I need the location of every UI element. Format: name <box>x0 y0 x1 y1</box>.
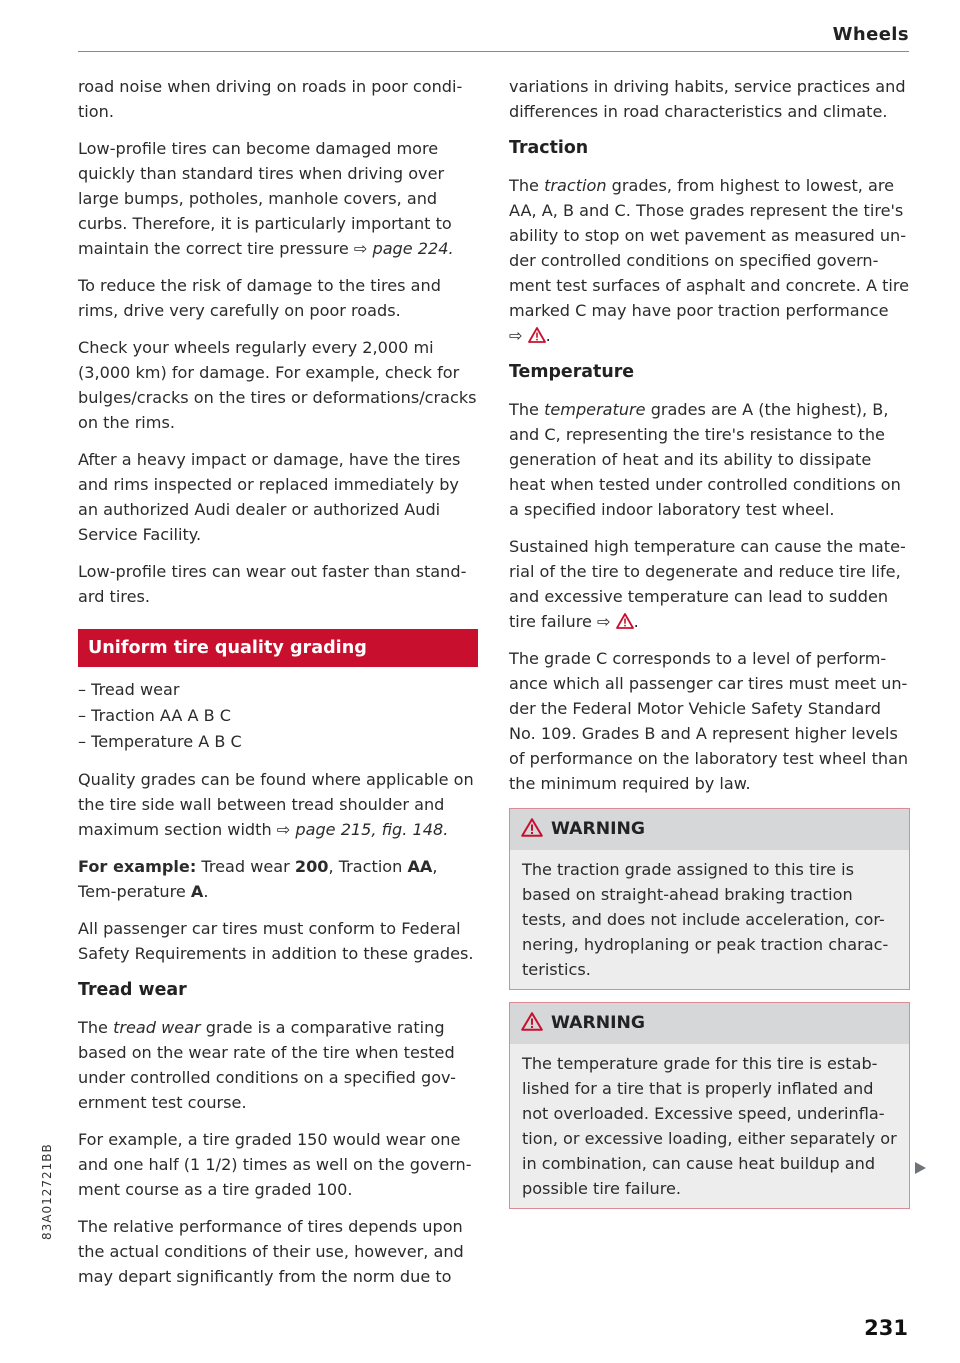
paragraph-federal-requirements: All passenger car tires must conform to Federal Safety Requirements in addition to these grades. <box>78 919 474 963</box>
example-value: 200 <box>294 857 329 876</box>
warning-ref-link[interactable] <box>509 326 546 345</box>
example-value: A <box>190 882 204 901</box>
paragraph-grade-c: The grade C corresponds to a level of perform-ance which all passenger car tires must meet un-der the Federal Motor Vehicle Safety Standard No. 109. Grades B and A represent higher levels of performance on the laboratory test wheel than the minimum required by law. <box>509 649 909 793</box>
page-number: 231 <box>864 1316 908 1340</box>
page-224-link[interactable]: ⇨ page 224. <box>353 239 454 258</box>
example-label: For example: <box>78 857 197 876</box>
paragraph-text: Quality grades can be found where applicable on the tire side wall between tread shoulder and maximum section width <box>78 770 474 839</box>
ref-arrow: ⇨ <box>509 326 523 345</box>
heading-traction: Traction <box>509 138 589 158</box>
warning-triangle-icon <box>528 327 546 343</box>
paragraph-text: Low-profile tires can become damaged more quickly than standard tires when driving over large bumps, potholes, manhole covers, and curbs. Therefore, it is particularly important to maintain the correct tire pressure <box>78 139 452 258</box>
header-divider <box>78 51 909 52</box>
paragraph-road-noise: road noise when driving on roads in poor condi-tion. <box>78 77 463 121</box>
warning-box-temperature <box>509 1002 910 1209</box>
paragraph-relative-performance: The relative performance of tires depends upon the actual conditions of their use, however, and may depart significantly from the norm due to <box>78 1217 464 1286</box>
warning-triangle-icon <box>521 818 543 837</box>
warning-box-traction <box>509 808 910 990</box>
term-emphasis: tread wear <box>113 1018 201 1037</box>
paragraph-text: Sustained high temperature can cause the mate-rial of the tire to degenerate and reduce tire life, and excessive temperature can lead to sudden tire failure <box>509 537 906 631</box>
paragraph-tread-wear-rating <box>78 1015 478 1115</box>
list-item: – Tread wear <box>78 677 478 703</box>
example-text: Tread wear <box>196 857 295 876</box>
example-text: . <box>203 882 209 901</box>
paragraph-traction-grades: The traction grades, from highest to lowest, are AA, A, B and C. Those grades represent the tire's ability to stop on wet pavement as measured un-der controlled conditions on specified govern-ment test surfaces of asphalt and concrete. A tire marked C may have poor traction performance ⇨ . <box>509 176 910 345</box>
heading-tread-wear: Tread wear <box>78 980 187 1000</box>
warning-header <box>510 1003 909 1044</box>
left-column <box>78 74 478 1301</box>
paragraph-quality-grades <box>78 767 478 842</box>
grading-list <box>78 677 478 755</box>
paragraph-low-profile-damage <box>78 136 478 261</box>
example-text: , Traction <box>328 857 408 876</box>
right-column <box>509 74 910 1221</box>
section-banner-uniform-grading: Uniform tire quality grading <box>78 629 478 667</box>
example-value: AA <box>407 857 433 876</box>
heading-temperature: Temperature <box>509 362 635 382</box>
warning-body: The traction grade assigned to this tire is based on straight-ahead braking traction tests, and does not include acceleration, cor-nering, hydroplaning or peak traction charac-teristics. <box>510 850 909 989</box>
warning-ref-link[interactable] <box>597 612 634 631</box>
paragraph-text: grade is a comparative rating based on the wear rate of the tire when tested under controlled conditions on a specified gov-ernment test course. <box>78 1018 456 1112</box>
ref-arrow: ⇨ <box>597 612 611 631</box>
paragraph-reduce-risk: To reduce the risk of damage to the tires and rims, drive very carefully on poor roads. <box>78 276 441 320</box>
example-text: , Tem-perature <box>78 857 438 901</box>
term-emphasis: temperature <box>544 400 646 419</box>
paragraph-text: The <box>509 400 545 419</box>
paragraph-temperature-grades <box>509 397 910 522</box>
paragraph-heavy-impact: After a heavy impact or damage, have the tires and rims inspected or replaced immediately by an authorized Audi dealer or authorized Audi Service Facility. <box>78 450 461 544</box>
warning-title: WARNING <box>551 1013 645 1033</box>
paragraph-graded-150: For example, a tire graded 150 would wear one and one half (1 1/2) times as well on the govern-ment course as a tire graded 100. <box>78 1130 472 1199</box>
warning-title: WARNING <box>551 819 645 839</box>
paragraph-variations: variations in driving habits, service practices and differences in road characteristics and climate. <box>509 77 906 121</box>
paragraph-text: grades are A (the highest), B, and C, representing the tire's resistance to the generation of heat and its ability to dissipate heat when tested under controlled conditions on a specified indoor laboratory test wheel. <box>509 400 901 519</box>
warning-header <box>510 809 909 850</box>
document-code: 83A012721BB <box>40 1143 54 1240</box>
list-item: – Traction AA A B C <box>78 703 478 729</box>
term-emphasis: traction <box>544 176 607 195</box>
list-item: – Temperature A B C <box>78 729 478 755</box>
warning-body: The temperature grade for this tire is estab-lished for a tire that is properly inflated and not overloaded. Excessive speed, underinfla-tion, or excessive loading, either separately or in combination, can cause heat buildup and possible tire failure. <box>510 1044 909 1208</box>
warning-triangle-icon <box>521 1012 543 1031</box>
paragraph-check-wheels: Check your wheels regularly every 2,000 mi (3,000 km) for damage. For example, check for bulges/cracks on the tires or deformations/cracks on the rims. <box>78 338 477 432</box>
paragraph-example <box>78 854 478 904</box>
paragraph-text: The <box>78 1018 114 1037</box>
paragraph-text: grades, from highest to lowest, are AA, A, B and C. Those grades represent the tire's ability to stop on wet pavement as measured un-der controlled conditions on specified govern-ment test surfaces of asphalt and concrete. A tire marked C may have poor traction performance <box>509 176 910 320</box>
warning-triangle-icon <box>616 613 634 629</box>
page-header-title: Wheels <box>832 24 909 45</box>
continue-arrow-icon[interactable] <box>915 1162 926 1174</box>
paragraph-text: The <box>509 176 545 195</box>
page-215-link[interactable]: ⇨ page 215, fig. 148. <box>276 820 449 839</box>
paragraph-sustained-temperature: Sustained high temperature can cause the mate-rial of the tire to degenerate and reduce tire life, and excessive temperature can lead to sudden tire failure ⇨ . <box>509 537 906 631</box>
paragraph-wear-faster: Low-profile tires can wear out faster than stand-ard tires. <box>78 562 467 606</box>
